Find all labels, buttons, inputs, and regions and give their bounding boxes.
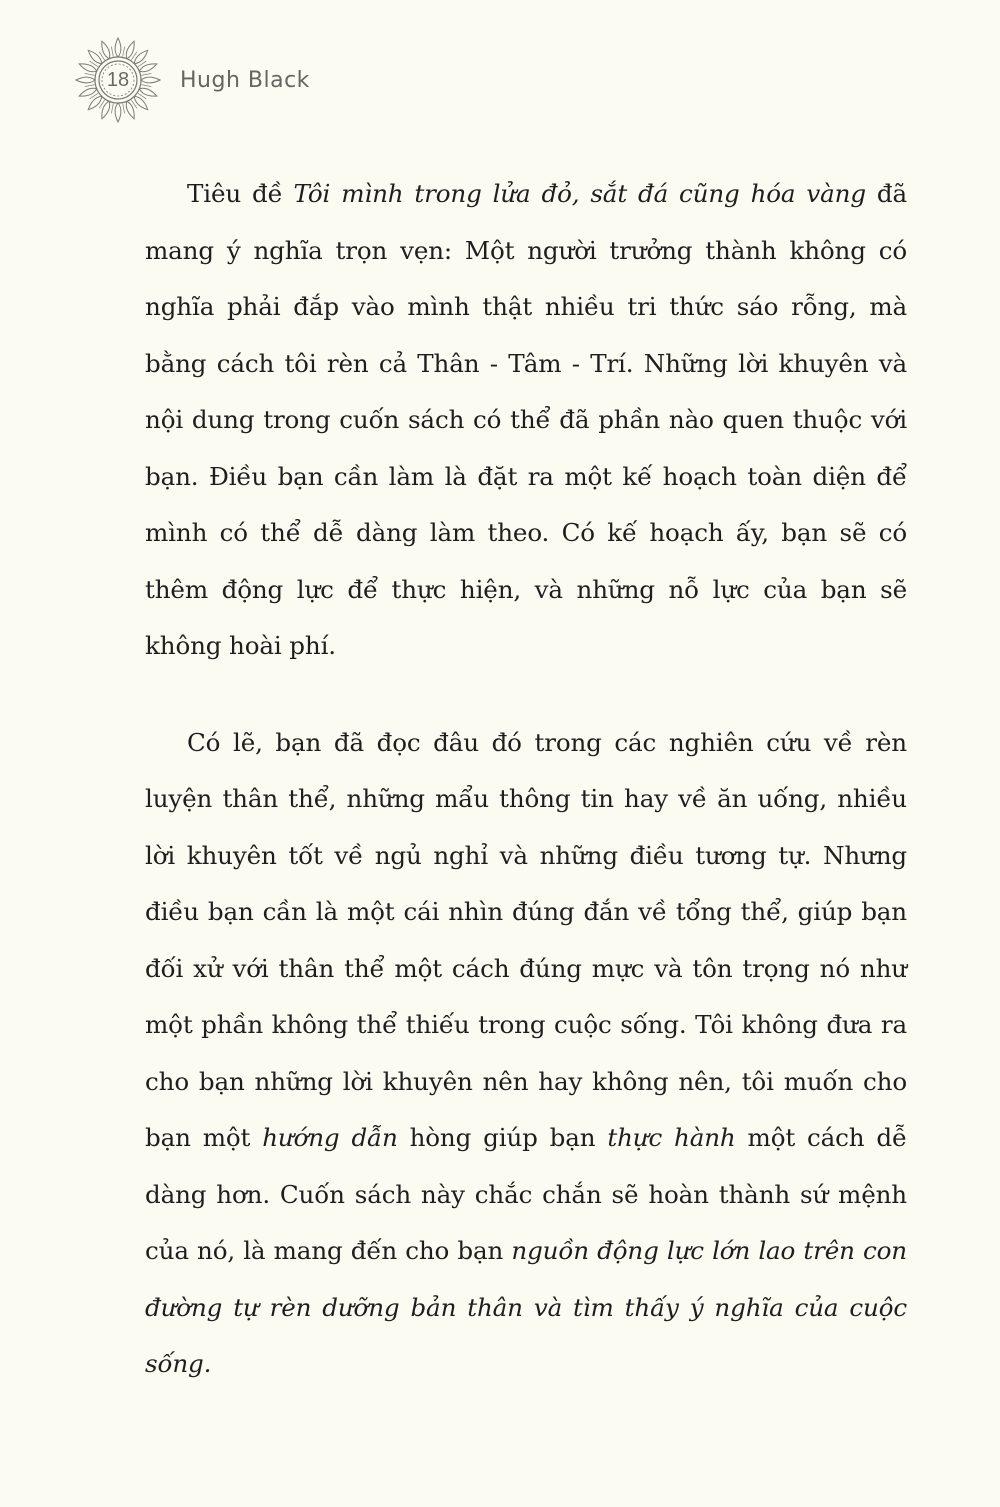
text-span: Có lẽ, bạn đã đọc đâu đó trong các nghiên cứu về rèn luyện thân thể, những mẩu thông tin hay về ăn uống, nhiều lời khuyên tốt về ngủ nghỉ và những điều tương tự. Nhưng điều bạn cần là một cái nhìn đúng đắn về tổng thể, giúp bạn đối xử với thân thể một cách đúng mực và tôn trọng nó như một phần không thể thiếu trong cuộc sống. Tôi không đưa ra cho bạn những lời khuyên nên hay không nên, tôi muốn cho bạn một <box>145 727 907 1152</box>
text-span: một cách dễ dàng hơn. Cuốn sách này chắc chắn sẽ hoàn thành sứ mệnh của nó, là mang đến cho bạn <box>145 1123 907 1265</box>
text-span: đã mang ý nghĩa trọn vẹn: Một người trưởng thành không có nghĩa phải đắp vào mình thật nhiều tri thức sáo rỗng, mà bằng cách tôi rèn cả Thân - Tâm - Trí. Những lời khuyên và nội dung trong cuốn sách có thể đã phần nào quen thuộc với bạn. Điều bạn cần làm là đặt ra một kế hoạch toàn diện để mình có thể dễ dàng làm theo. Có kế hoạch ấy, bạn sẽ có thêm động lực để thực hiện, và những nỗ lực của bạn sẽ không hoài phí. <box>145 179 907 660</box>
page-number: 18 <box>106 69 130 91</box>
italic-book-title: Tôi mình trong lửa đỏ, sắt đá cũng hóa vàng <box>293 179 866 208</box>
running-head-author: Hugh Black <box>180 67 310 93</box>
paragraph-2 <box>145 715 907 1393</box>
italic-text: nguồn động lực lớn lao trên con đường tự rèn dưỡng bản thân và tìm thấy ý nghĩa của cuộc sống. <box>145 1236 907 1378</box>
body-text <box>145 166 907 1393</box>
mandala-ornament-icon <box>74 36 162 124</box>
text-span: Tiêu đề <box>187 179 294 208</box>
italic-text: thực hành <box>607 1123 736 1152</box>
page-header <box>74 36 310 124</box>
italic-text: hướng dẫn <box>262 1123 398 1152</box>
text-span: hòng giúp bạn <box>397 1123 608 1152</box>
paragraph-1 <box>145 166 907 675</box>
